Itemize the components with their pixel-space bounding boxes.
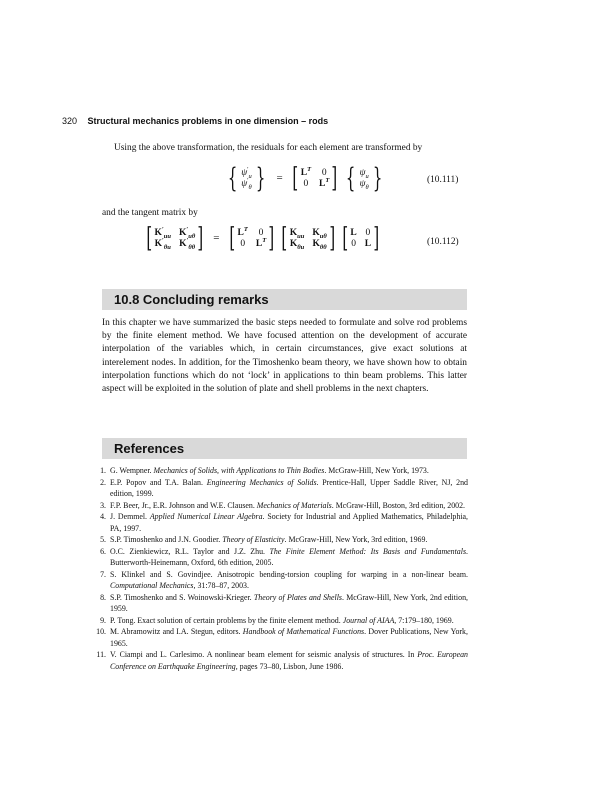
reference-title: Proc. European Conference on Earthquake Engineering: [110, 650, 468, 671]
intro-paragraph: Using the above transformation, the residuals for each element are transformed by: [114, 143, 423, 153]
reference-authors: S. Klinkel and S. Govindjee. Anisotropic bending-torsion coupling for warping in a non-linear beam.: [110, 569, 468, 579]
reference-number: 11.: [96, 650, 106, 659]
reference-authors: M. Abramowitz and I.A. Stegun, editors.: [110, 627, 243, 636]
reference-item: [90, 626, 468, 649]
section-title: References: [114, 441, 185, 456]
reference-number: 8.: [100, 592, 106, 602]
reference-title: Mechanics of Materials: [256, 500, 332, 510]
reference-item: [90, 615, 468, 627]
reference-authors: J. Demmel.: [110, 512, 150, 521]
reference-item: [90, 649, 468, 672]
reference-authors: S.P. Timoshenko and S. Woinowski-Krieger.: [110, 592, 254, 602]
reference-details: . Society for Industrial and Applied Mathematics, Philadelphia, PA, 1997.: [110, 512, 468, 533]
reference-authors: F.P. Beer, Jr., E.R. Johnson and W.E. Clausen.: [110, 500, 257, 510]
reference-details: , 31:78–87, 2003.: [193, 581, 249, 590]
equation-10-111: { $\psi'_u$ $\psi'_\theta$ } = [ $L^T$ 0 0 $L^T$ ] { $\psi_u$ $\psi_\theta$ }: [227, 163, 383, 194]
reference-details: , pages 73–80, Lisbon, June 1986.: [235, 661, 344, 671]
reference-number: 5.: [100, 535, 106, 544]
reference-item: [90, 546, 468, 569]
reference-number: 7.: [100, 569, 106, 579]
reference-item: [90, 465, 468, 477]
reference-number: 1.: [100, 466, 106, 475]
reference-item: [90, 511, 468, 534]
reference-details: . McGraw-Hill, New York, 1973.: [324, 466, 429, 475]
reference-authors: O.C. Zienkiewicz, R.L. Taylor and J.Z. Zhu.: [110, 546, 270, 556]
reference-item: [90, 534, 468, 546]
reference-details: . Prentice-Hall, Upper Saddle River, NJ, 2nd edition, 1999.: [110, 477, 468, 498]
reference-authors: E.P. Popov and T.A. Balan.: [110, 477, 207, 487]
tangent-intro-text: and the tangent matrix by: [102, 208, 198, 218]
reference-title: Journal of AIAA: [342, 615, 395, 625]
reference-item: [90, 569, 468, 592]
reference-details: , 7:179–180, 1969.: [394, 615, 454, 625]
chapter-title: Structural mechanics problems in one dimension – rods: [87, 116, 329, 126]
reference-details: . McGraw-Hill, Boston, 3rd edition, 2002.: [331, 500, 466, 510]
reference-number: 3.: [100, 500, 106, 510]
section-title: 10.8 Concluding remarks: [114, 292, 269, 307]
reference-title: Theory of Elasticity: [222, 535, 285, 544]
references-heading-bar: [102, 438, 467, 459]
reference-authors: P. Tong. Exact solution of certain problems by the finite element method.: [110, 615, 343, 625]
reference-list: [90, 465, 468, 672]
reference-item: [90, 592, 468, 615]
reference-details: . Dover Publications, New York, 1965.: [110, 627, 468, 648]
reference-authors: V. Ciampi and L. Carlesimo. A nonlinear beam element for seismic analysis of structures. In: [110, 650, 418, 659]
reference-title: Applied Numerical Linear Algebra: [149, 512, 263, 521]
reference-number: 10.: [96, 627, 106, 636]
reference-title: Handbook of Mathematical Functions: [242, 627, 365, 636]
reference-title: Computational Mechanics: [110, 581, 194, 590]
running-header: [62, 116, 328, 126]
reference-number: 6.: [100, 546, 106, 556]
equation-number: (10.111): [427, 175, 459, 185]
reference-title: Engineering Mechanics of Solids: [206, 477, 317, 487]
reference-authors: S.P. Timoshenko and J.N. Goodier.: [110, 535, 223, 544]
reference-details: . McGraw-Hill, New York, 3rd edition, 1969.: [284, 535, 428, 544]
reference-number: 2.: [100, 477, 106, 487]
concluding-remarks-paragraph: In this chapter we have summarized the basic steps needed to formulate and solve rod problems by the finite element method. We have focused attention on the development of accurate interpolation of the variables which, in certain circumstances, give exact solutions at interelement nodes. In addition, for the Timoshenko beam theory, we have shown how to obtain interpolation functions which do not ‘lock’ in applications to thin beam problems. This latter aspect will be exploited in the solution of plate and shell problems in the next chapters.: [102, 318, 467, 395]
reference-title: The Finite Element Method: Its Basis and Fundamentals: [269, 546, 467, 556]
reference-details: . Butterworth-Heinemann, Oxford, 6th edition, 2005.: [110, 546, 468, 567]
reference-item: [90, 477, 468, 500]
reference-number: 4.: [100, 512, 106, 521]
reference-item: [90, 500, 468, 512]
section-heading-bar: [102, 289, 467, 310]
reference-title: Mechanics of Solids, with Applications to Thin Bodies: [153, 466, 325, 475]
equation-number: (10.112): [427, 237, 459, 247]
reference-authors: G. Wempner.: [110, 466, 154, 475]
equation-10-112: [ $K'_{uu}$ $K'_{u\theta}$ $K'_{\theta u}$ $K'_{\theta\theta}$ ] = [ $L^T$ 0 0 $L^T$ ] [ $K_{uu}$ $K_{u\theta}$ $K_{\theta u}$ $K_{\theta\theta}$ ] [ L 0 0 L ]: [146, 223, 380, 254]
reference-title: Theory of Plates and Shells: [253, 592, 342, 602]
page-number: 320: [62, 116, 78, 126]
reference-details: . McGraw-Hill, New York, 2nd edition, 1959.: [110, 592, 468, 613]
reference-number: 9.: [100, 615, 106, 625]
